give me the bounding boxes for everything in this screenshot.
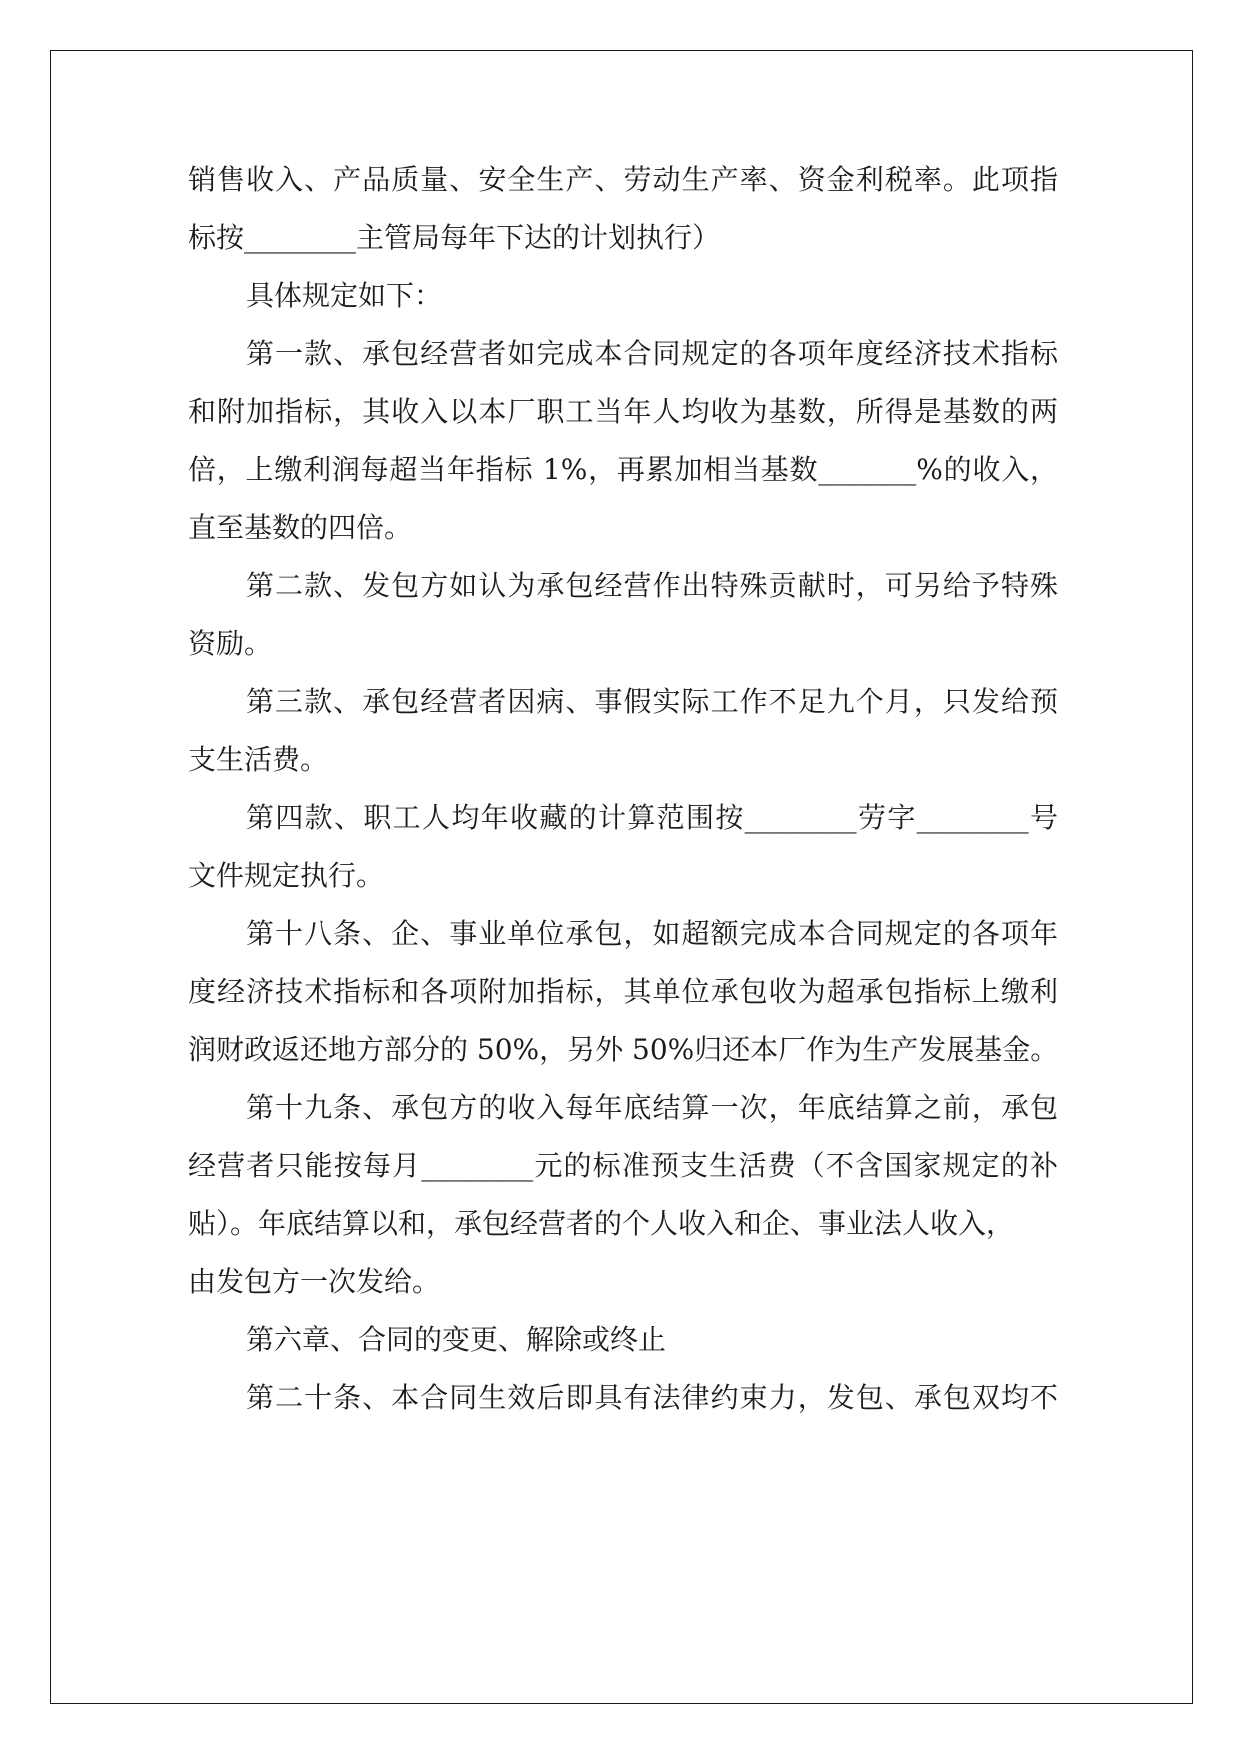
text-line-15: 度经济技术指标和各项附加指标，其单位承包收为超承包指标上缴利 bbox=[188, 975, 1058, 1008]
text-line-14: 第十八条、企、事业单位承包，如超额完成本合同规定的各项年 bbox=[246, 917, 1058, 950]
text-line-7: 直至基数的四倍。 bbox=[188, 511, 413, 544]
text-line-3: 具体规定如下： bbox=[246, 279, 443, 312]
text-line-11: 支生活费。 bbox=[188, 743, 329, 776]
text-line-10: 第三款、承包经营者因病、事假实际工作不足九个月，只发给预 bbox=[246, 685, 1058, 718]
text-line-17: 第十九条、承包方的收入每年底结算一次，年底结算之前，承包 bbox=[246, 1091, 1058, 1124]
text-line-18: 经营者只能按每月________元的标准预支生活费（不含国家规定的补 bbox=[188, 1149, 1058, 1182]
text-line-19: 贴）。年底结算以和，承包经营者的个人收入和企、事业法人收入， bbox=[188, 1207, 1015, 1240]
text-line-21: 第六章、合同的变更、解除或终止 bbox=[246, 1323, 667, 1356]
text-line-5: 和附加指标，其收入以本厂职工当年人均收为基数，所得是基数的两 bbox=[188, 395, 1058, 428]
text-line-1: 销售收入、产品质量、安全生产、劳动生产率、资金利税率。此项指 bbox=[188, 163, 1058, 196]
text-line-13: 文件规定执行。 bbox=[188, 859, 385, 892]
text-line-12: 第四款、职工人均年收藏的计算范围按________劳字________号 bbox=[246, 801, 1058, 834]
text-line-16: 润财政返还地方部分的 50%，另外 50%归还本厂作为生产发展基金。 bbox=[188, 1033, 1059, 1066]
text-line-6: 倍，上缴利润每超当年指标 1%，再累加相当基数_______%的收入， bbox=[188, 453, 1058, 486]
text-line-9: 资励。 bbox=[188, 627, 273, 660]
text-line-8: 第二款、发包方如认为承包经营作出特殊贡献时，可另给予特殊 bbox=[246, 569, 1058, 602]
text-line-22: 第二十条、本合同生效后即具有法律约束力，发包、承包双均不 bbox=[246, 1381, 1058, 1414]
text-line-4: 第一款、承包经营者如完成本合同规定的各项年度经济技术指标 bbox=[246, 337, 1058, 370]
text-line-2: 标按________主管局每年下达的计划执行） bbox=[188, 221, 721, 254]
text-line-20: 由发包方一次发给。 bbox=[188, 1265, 441, 1298]
